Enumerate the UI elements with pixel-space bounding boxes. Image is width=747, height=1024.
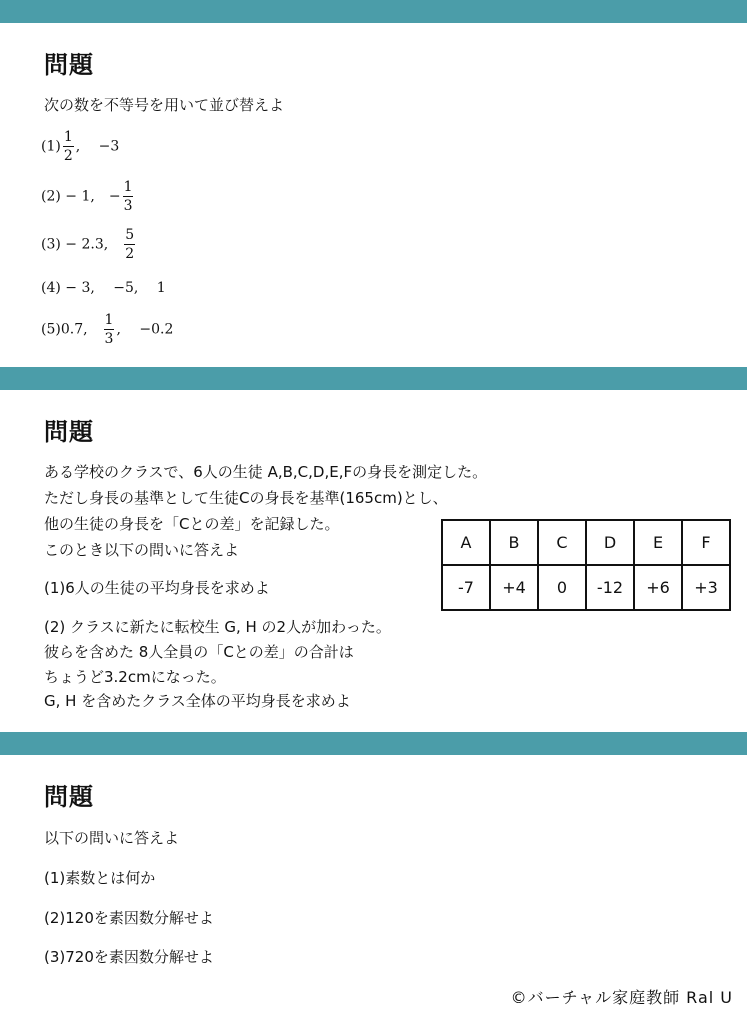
table-header-cell: A [442,520,490,565]
section1-title: 問題 [44,51,94,79]
problem-1 [41,130,119,163]
table-header-cell: D [586,520,634,565]
section2-question-1: (1)6人の生徒の平均身長を求めよ [44,579,270,597]
section2-line-2: ただし身長の基準として生徒Cの身長を基準(165cm)とし、 [44,489,448,507]
table-header-cell: B [490,520,538,565]
table-cell: +3 [682,565,730,610]
table-cell: +6 [634,565,682,610]
problem-3 [41,228,137,261]
fraction-5: $\frac{1}{3}$ [104,312,114,347]
problem-5-rest: , −0.2 [116,321,174,338]
section3-question-3: (3)720を素因数分解せよ [44,948,214,966]
section2-question-2-line-4: G, H を含めたクラス全体の平均身長を求めよ [44,692,351,710]
table-cell: -7 [442,565,490,610]
table-header-cell: C [538,520,586,565]
table-row [442,565,730,610]
problem-1-rest: , −3 [75,138,120,155]
table-cell: +4 [490,565,538,610]
section3-title: 問題 [44,783,94,811]
section2-question-2-line-1: (2) クラスに新たに転校生 G, H の2人が加わった。 [44,618,391,636]
divider-band-1 [0,367,747,390]
section2-question-2-line-2: 彼らを含めた 8人全員の「Cとの差」の合計は [44,643,354,661]
section3-question-1: (1)素数とは何か [44,869,156,887]
table-cell: 0 [538,565,586,610]
section2-line-3: 他の生徒の身長を「Cとの差」を記録した。 [44,515,340,533]
problem-2: (2) − 1, − $\frac{1}{3}$ [41,179,133,214]
fraction-2: $\frac{1}{3}$ [123,179,133,214]
table-header-cell: F [682,520,730,565]
table-header-cell: E [634,520,682,565]
fraction-3: $\frac{5}{2}$ [125,227,135,262]
section2-question-2-line-3: ちょうど3.2cmになった。 [44,668,226,686]
table-header-row [442,520,730,565]
top-band [0,0,747,23]
height-difference-table [441,519,731,611]
divider-band-2 [0,732,747,755]
section3-instruction: 以下の問いに答えよ [44,829,180,847]
section2-line-1: ある学校のクラスで、6人の生徒 A,B,C,D,E,Fの身長を測定した。 [44,463,488,481]
problem-2-label: (2) − 1, [41,188,95,205]
section3-question-2: (2)120を素因数分解せよ [44,909,214,927]
footer-credit: ©バーチャル家庭教師 Ral U [510,988,733,1007]
section2-line-4: このとき以下の問いに答えよ [44,541,240,559]
section2-title: 問題 [44,418,94,446]
fraction-1: $\frac{1}{2}$ [63,129,73,164]
table-cell: -12 [586,565,634,610]
problem-1-label: (1) [41,138,61,155]
problem-3-label: (3) − 2.3, [41,236,109,253]
problem-5-label: (5)0.7, [41,321,88,338]
problem-5 [41,313,173,346]
section1-instruction: 次の数を不等号を用いて並び替えよ [44,96,285,114]
problem-4: (4) − 3, −5, 1 [41,280,166,296]
